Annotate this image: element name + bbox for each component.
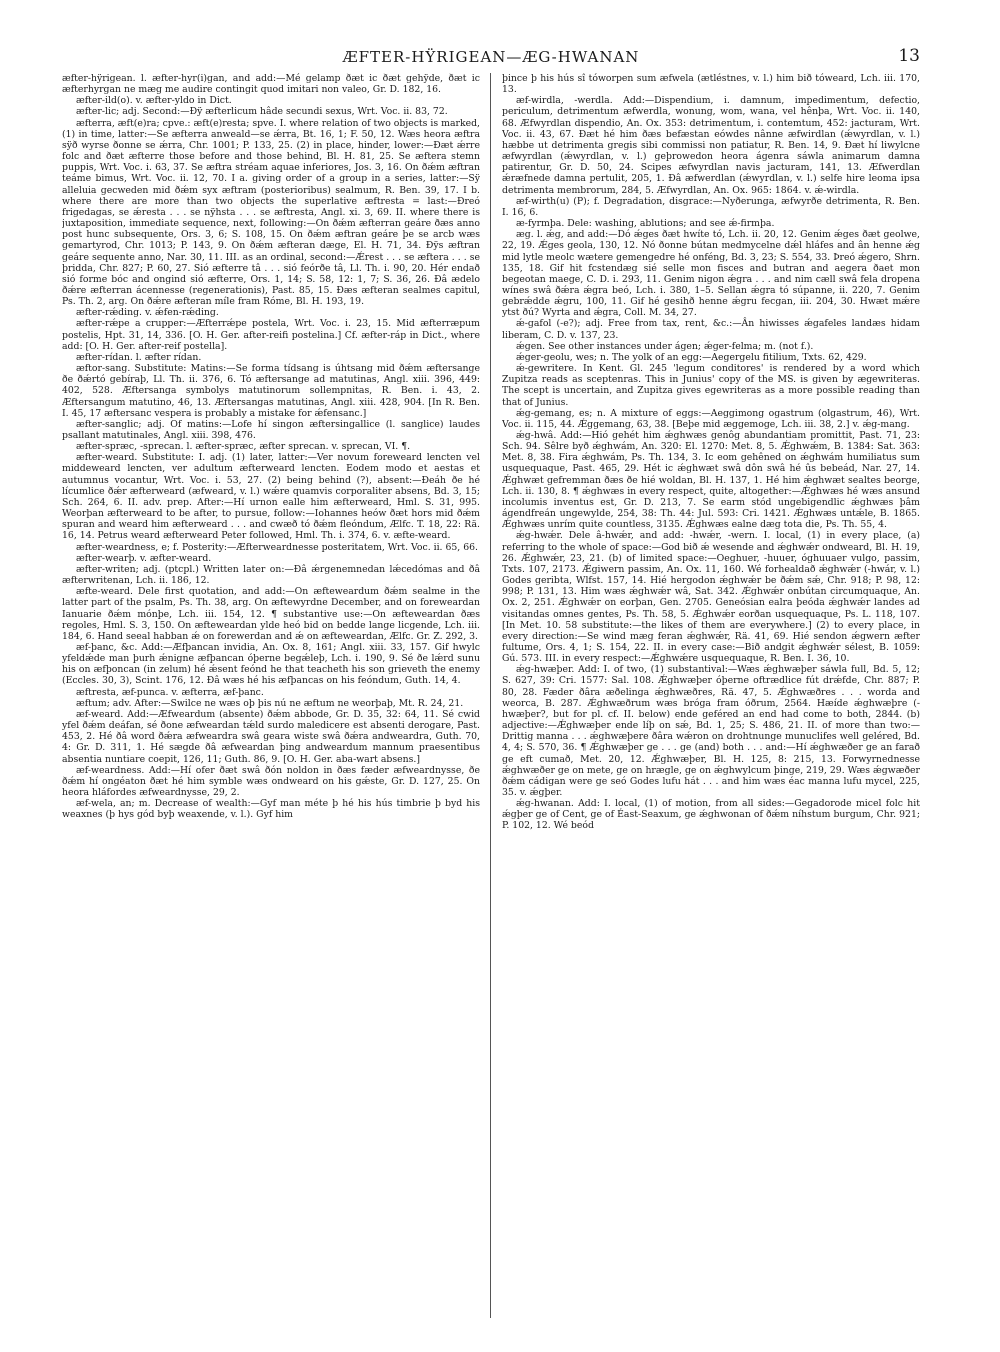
entry: æg. l. ǽg, and add:—Dó ǽges ðæt hwíte tó, Lch. ii. 20, 12. Genim ǽges ðæt geolwe, 22, 19. Ǽges geola, 130, 12. Nó ðonne bútan medmycelne dǽl hláfes and ân henne ǽg mid lytle meolc wætere gemengedre hé onféng, Bd. 3, 23; S. 554, 33. Þreó ǽgero, Shrn. 135, 18. Gif hit fcstendæg sié selle mon fisces and butran and aegera ðaet mon begeotan maege, C. D. i. 293, 11. Genim nigon ǽgra . . . and nim cæll swâ fela dropena wínes swâ ðǽra ǽgra beó, Lch. i. 380, 1–5. Sellan ǽgra tó súpanne, ii. 220, 7. Genim gebrǽdde ǽgru, 100, 11. Gif hé gesihð henne ǽgru fecgan, iii. 204, 30. Hwæt mǽre ytst ðú? Wyrta and ǽgra, Coll. M. 34, 27. — [502, 229, 920, 319]
entry: þince þ his hús sî tóworpen sum æfwela (ætléstnes, v. l.) him bið tóweard, Lch. iii. 170, 13. — [502, 73, 920, 96]
entry: ǽg-hwanan. Add: I. local, (1) of motion, from all sides:—Gegadorode micel folc hit ǽgþer ge of Cent, ge of Éast-Seaxum, ge ǽghwonan of ðǽm níhstum burgum, Chr. 921; P. 102, 12. Wé beód — [502, 798, 920, 832]
entry: æfter-sanglic; adj. Of matins:—Lofe hí singon æftersingallice (l. sanglice) laudes psallant matutinales, Angl. xiii. 398, 476. — [62, 418, 480, 441]
right-column — [502, 73, 920, 1323]
entry: ǽ-gewritere. In Kent. Gl. 245 'legum conditores' is rendered by a word which Zupitza reads as sceptenras. This in Junius' copy of the MS. is given by ægewriteras. The scept is uncertain, and Zupitza gives egewriteras as a more possible reading than that of Junius. — [502, 363, 920, 408]
entry: æ-fyrmþa. Dele: washing, ablutions; and see ǽ-firmþa. — [516, 218, 775, 230]
entry: ǽgen. See other instances under ágen; ǽger-felma; m. (not f.). — [516, 340, 814, 352]
entry: æfter-writen; adj. (ptcpl.) Written later on:—Ðâ ǽrgenemnedan lǽcedómas and ðâ æfterwritenan, Lch. ii. 186, 12. — [62, 563, 480, 587]
entry: æfter-weard. Substitute: I. adj. (1) later, latter:—Ver novum foreweard lencten vel middeweard lencten, ver adultum æfterweard lencten. Eodem modo et aestas et autumnus vocantur, Wrt. Voc. i. 53, 27. (2) being behind (?), absent:—Ðeáh ðe hé lícumlice ðǽr æfterweard (æfweard, v. l.) wǽre quamvis corporaliter absens, Bd. 3, 15; Sch. 264, 6. II. adv. prep. After:—Hí urnon ealle him æfterweard, Hml. S. 31, 995. Weorþan æfterweard to be after, to pursue, follow:—Iohannes heów ðæt hors mid ðǽm spuran and weard him æfterweard . . . and cwæð tó ðǽm fleóndum, Ælfc. T. 18, 22: Rä. 16, 14. Petrus weard æfterweard Peter followed, Hml. Th. i. 374, 6. v. æfte-weard. — [62, 452, 480, 542]
entry: æf-wirth(u) (P); f. Degradation, disgrace:—Nyðerunga, æfwyrðe detrimenta, R. Ben. I. 16, 6. — [502, 195, 920, 218]
column-divider — [490, 73, 491, 1318]
entry: æf-wirdla, -werdla. Add:—Dispendium, i. damnum, impedimentum, defectio, periculum, detrimentum æfwerdla, wonung, wom, wana, vel hênþa, Wrt. Voc. ii. 140, 68. Æfwyrdlan dispendio, An. Ox. 353: detrimentum, i. contemtum, 452: jacturam, Wrt. Voc. ii. 43, 67. Ðæt hé him ðæs befæstan eówdes nânne æfwirdlan (ǽwyrdlan, v. l.) hæbbe ut detrimenta gregis sibi commissi non patiatur, R. Ben. 14, 9. Ðæt hí liwylcne æfwyrdlan (ǽwyrdlan, v. l.) geþrowedon heora ágenra sáwla animarum damna patirentur, Gr. D. 50, 24. Scipes æfwyrdlan navis jacturam, 141, 13. Æfwerdlan ǽræfnede damna pertulit, 205, 1. Ðâ æfwerdlan (ǽwyrdlan, v. l.) selfe hire leoma ipsa detrimenta membrorum, 284, 5. Æfwyrdlan, An. Ox. 965: 1864. v. ǽ-wirdla. — [502, 95, 920, 196]
entry: æf-weard. Add:—Æfweardum (absente) ðǽm abbode, Gr. D. 35, 32: 64, 11. Sé cwid yfel ðǽm deáfan, sé ðone æfweardan tǽld surdo maledicere est absenti derogare, Past. 453, 2. Hé ðâ word ðǽra æfweardra swâ geara wiste swâ ðǽra andweardra, Guth. 70, 4: Gr. D. 311, 1. Hé sægde ðâ æfweardan þing andweardum mannum praesentibus absentia nuntiare coepit, 126, 11; Guth. 86, 9. [O. H. Ger. aba-wart absens.] — [62, 708, 480, 765]
entry: æfte-weard. Dele first quotation, and add:—On æfteweardum ðǽm sealme in the latter part of the psalm, Ps. Th. 38, arg. On æftewyrdne December, and on foreweardan Ianuarie ðǽm mónþe, Lch. iii. 154, 12. ¶ substantive use:—On æfteweardan ðæs regoles, Hml. S. 3, 150. On æfteweardan ylde heó bid on bedde lange licgende, Lch. iii. 184, 6. Hand seeal habban ǽ on forewerdan and ǽ on æfteweardan, Ælfc. Gr. Z. 292, 3. — [62, 586, 480, 642]
entry: æfter-spræc, -sprecan. l. æfter-spræc, æfter sprecan. v. sprecan, VI. ¶. — [76, 441, 411, 453]
entry: æftor-sang. Substitute: Matins:—Se forma tídsang is úhtsang mid ðǽm æftersange ðe ðǽrtó gebíraþ, Ll. Th. ii. 376, 6. Tó æftersange ad matutinas, Angl. xiii. 396, 449: 402, 528. Æftersanga symbolys matutinorum sollempnitas, R. Ben. i. 43, 2. Æftersangum matutino, 46, 13. Æftersangas matutinas, Angl. xiii. 428, 904. [In R. Ben. I. 45, 17 æftersanc vespera is probably a mistake for ǽfensanc.] — [62, 363, 480, 419]
entry: æfter-hÿrigean. l. æfter-hyr(i)gan, and add:—Mé gelamp ðæt ic ðæt gehÿde, ðæt ic æfterhyrgan ne mæg me audire contingit quod imitari non valeo, Gr. D. 182, 16. — [62, 73, 480, 96]
entry: æf-þanc, &c. Add:—Æfþancan invidia, An. Ox. 8, 161; Angl. xiii. 33, 157. Gif hwylc yfeldǽde man þurh ǽnigne æfþancan óþerne begǽleþ, Lch. i. 190, 9. Sé ðe lǽrd sunu his on æfþoncan (in zelum) hé ǽsent feónd he that teacheth his son grieveth the enemy (Eccles. 30, 3), Scint. 176, 12. Ðâ wæs hé his æfþancas on his feóndum, Guth. 14, 4. — [62, 641, 480, 687]
entry: ǽg-gemang, es; n. A mixture of eggs:—Aeggimong ogastrum (olgastrum, 46), Wrt. Voc. ii. 115, 44. Ǽggemang, 63, 38. [Beþe mid æggemoge, Lch. iii. 38, 2.] v. ǽg-mang. — [502, 407, 920, 430]
entry: æfter-lic; adj. Second:—Ðÿ æfterlicum hâde secundi sexus, Wrt. Voc. ii. 83, 72. — [76, 106, 448, 118]
entry: æfter-weardness, e; f. Posterity:—Æfterweardnesse posteritatem, Wrt. Voc. ii. 65, 66. — [76, 541, 478, 553]
entry: æfter-rǽding. v. ǽfen-rǽding. — [76, 307, 219, 319]
entry: æftum; adv. After:—Swilce ne wæs oþ þis nú ne æftum ne weorþaþ, Mt. R. 24, 21. — [76, 697, 464, 709]
entry: æfter-rídan. l. æfter rídan. — [76, 351, 202, 363]
page-number: 13 — [898, 46, 920, 66]
entry: æf-weardness. Add:—Hí ofer ðæt swâ ðón noldon in ðæs fæder æfweardnysse, ðe ðǽm hí ongéaton ðæt hé him symble wæs ondweard on his gǽste, Gr. D. 127, 25. On heora hláfordes æfweardnysse, 29, 2. — [62, 764, 480, 798]
entry: æfterra, æft(e)ra; cpve.: æft(e)resta; spve. I. where relation of two objects is marked, (1) in time, latter:—Se æfterra anweald—se ǽrra, Bt. 16, 1; F. 50, 12. Wæs heora æftra sÿð wyrse ðonne se ǽrra, Chr. 1001; P. 133, 25. (2) in place, hinder, lower:—Ðæt ǽrre folc and ðæt æfterre those before and those behind, Bl. H. 81, 25. Se æftera stemn puppis, Wrt. Voc. i. 63, 37. Se æftra stréam aquae inferiores, Jos. 3, 16. On ðǽm æftran teáme bimus, Wrt. Voc. ii. 12, 70. I a. giving order of a group in a series, latter:—Sÿ alleluia gecweden mid ðǽm syx æftram (posterioribus) sealmum, R. Ben. 39, 17. I b. where there are more than two objects the superlative æftresta = last:—Ðreó frigedagas, se ǽresta . . . se nÿhsta . . . se æftresta, Angl. xi. 3, 69. II. where there is juxtaposition, immediate sequence, next, following:—On ðǽm æfterran geáre ðæs anno post hunc subsequente, Ors. 3, 6; S. 108, 15. On ðǽm æftran geáre þe se arcb wæs gemartyrod, Chr. 1013; P. 143, 9. On ðǽm æfteran dæge, El. H. 71, 34. Ðÿs æftran geáre sequente anno, Nar. 30, 11. III. as an ordinal, second:—Ǽrest . . . se æftera . . . se þridda, Chr. 827; P. 60, 27. Sió æfterre tâ . . . sió feórðe tâ, Ll. Th. i. 90, 20. Hér endað sió forme bóc and ongind sió æfterre, Ors. 1, 14; S. 58, 12: 1, 7; S. 36, 26. Ðâ ædelo ðǽre æfterran ácennesse (regenerationis), Past. 85, 15. Ðæs æfteran sealmes capitul, Ps. Th. 2, arg. On ðǽre æfteran míle fram Róme, Bl. H. 193, 19. — [62, 117, 480, 308]
entry: æfter-ild(o). v. æfter-yldo in Dict. — [76, 95, 232, 107]
entry: æf-wela, an; m. Decrease of wealth:—Gyf man méte þ hé his hús timbrie þ byd his weaxnes (þ hys gód byþ weaxende, v. l.). Gyf him — [62, 798, 480, 821]
left-column — [62, 73, 480, 1323]
running-head: ÆFTER-HŸRIGEAN—ÆG-HWANAN — [342, 48, 640, 66]
entry: ǽg-hwâ. Add:—Hió gehét him ǽghwæs genôg abundantiam promittit, Past. 71, 23: Sch. 94. Sêlre byð ǽghwám, An. 320: El. 1270: Met. 8, 5. Ǽghwǽm, B. 1384: Sat. 363: Met. 8, 38. Fira ǽghwám, Ps. Th. 134, 3. Ic eom gehêned on ǽghwám humiliatus sum usquequaque, Past. 465, 29. Hét ic ǽghwæt swâ dôn swâ hé ûs bebeád, Nar. 27, 14. Ǽghwæt gefremman ðæs ðe hié woldan, Bl. H. 137, 1. Hé him ǽghwæt sealtes beorge, Lch. ii. 130, 8. ¶ ǽghwæs in every respect, quite, altogether:—Ǽghwæs hé wæs ansund incolumis inventus est, Gr. D. 213, 7. Se earm stód ungebigendlic ǽghwæs þâm ágendfreán ungewylde, 254, 38: Th. 44: Jul. 593: Cri. 1421. Ǽghwæs untǽle, B. 1865. Ǽghwæs unrím quite countless, 3135. Ǽghwæs ealne dæg tota die, Ps. Th. 55, 4. — [502, 430, 920, 531]
entry: ǽ-gafol (-e?); adj. Free from tax, rent, &c.:—Ân hiwisses ǽgafeles landæs hidam liberam, C. D. v. 137, 23. — [502, 318, 920, 341]
entry: ǽger-geolu, wes; n. The yolk of an egg:—Aegergelu fitilium, Txts. 62, 429. — [516, 351, 867, 363]
entry: æfter-wearþ. v. æfter-weard. — [76, 552, 212, 564]
entry: æftresta, æf-punca. v. æfterra, æf-þanc. — [76, 686, 264, 698]
entry: ǽg-hwǽr. Dele â-hwǽr, and add: -hwǽr, -wern. I. local, (1) in every place, (a) referring to the whole of space:—God bið ǽ wesende and ǽghwǽr ondweard, Bl. H. 19, 26. Ǽghwǽr, 23, 21. (b) of limited space:—Oeghuer, -huuer, óghuuaer vulgo, passim, Txts. 107, 2173. Ǽgiwern passim, An. Ox. 11, 160. Wé forhealdað ǽghwǽr (-hwár, v. l.) Godes geribta, Wlfst. 157, 14. Hié hergodon ǽghwǽr be ðǽm sǽ, Chr. 918; P. 98, 12: 998; P. 131, 13. Him wæs ǽghwǽr wâ, Sat. 342. Ǽghwǽr onbútan circumquaque, An. Ox. 2, 251. Ǽghwǽr on eorþan, Gen. 2705. Geneósian ealra þeóda ǽghwǽr landes ad visitandas omnes gentes, Ps. Th. 58, 5. Ǽghwǽr eorðan usquequaque, Ps. L. 118, 107. [In Met. 10. 58 substitute:—the likes of them are everywhere.] (2) to every place, in every direction:—Se wind mæg feran ǽghwǽr, Rä. 41, 69. Hié sendon ǽgwern æfter fultume, Ors. 4, 1; S. 154, 22. II. in every case:—Bið andgit ǽghwǽr sélest, B. 1059: Gú. 573. III. in every respect:—Ǽghwǽre usquequaque, R. Ben. I. 36, 10. — [502, 530, 920, 665]
entry: ǽg-hwæþer. Add: I. of two, (1) substantival:—Wæs ǽghwæþer sáwla full, Bd. 5, 12; S. 627, 39: Cri. 1577: Sal. 108. Ǽghwæþer óþerne oftrædlice fút drǽfde, Chr. 887; P. 80, 28. Fæder ðâra æðelinga ǽghwæðres, Rä. 47, 5. Ǽghwæðres . . . worda and weorca, B. 287. Ǽghwæðrum wæs bróga fram óðrum, 2564. Hæíde ǽghwæþre (-hwæþer?, but for pl. cf. II. below) ende geféred an end had come to both, 2844. (b) adjective:—Ǽghwæþer ende líþ on sǽ, Bd. 1, 25; S. 486, 21. II. of more than two:—Drittig manna . . . ǽghwæþere ðâra wǽron on drohtnunge munuclifes well geléred, Bd. 4, 4; S. 570, 36. ¶ Ǽghwæþer ge . . . ge (and) both . . . and:—Hí ǽghwæðer ge an farað ge eft cumað, Met. 20, 12. Ǽghwæþer, Bl. H. 125, 8: 215, 13. Forwyrnednesse ǽghwæðer ge on mete, ge on hrægle, ge on ǽghwylcum þinge, 219, 29. Wæs ǽgwæðer ðǽm cádigan were ge seó Godes lufu hát . . . and him wæs éac manna lufu mycel, 225, 35. v. ǽgþer. — [502, 664, 920, 798]
entry: æfter-rǽpe a crupper:—Æfterrǽpe postela, Wrt. Voc. i. 23, 15. Mid æfterræpum postelis, Hpt. 31, 14, 336. [O. H. Ger. after-reifi postelina.] Cf. æfter-ráp in Dict., where add: [O. H. Ger. after-reif postella]. — [62, 318, 480, 352]
